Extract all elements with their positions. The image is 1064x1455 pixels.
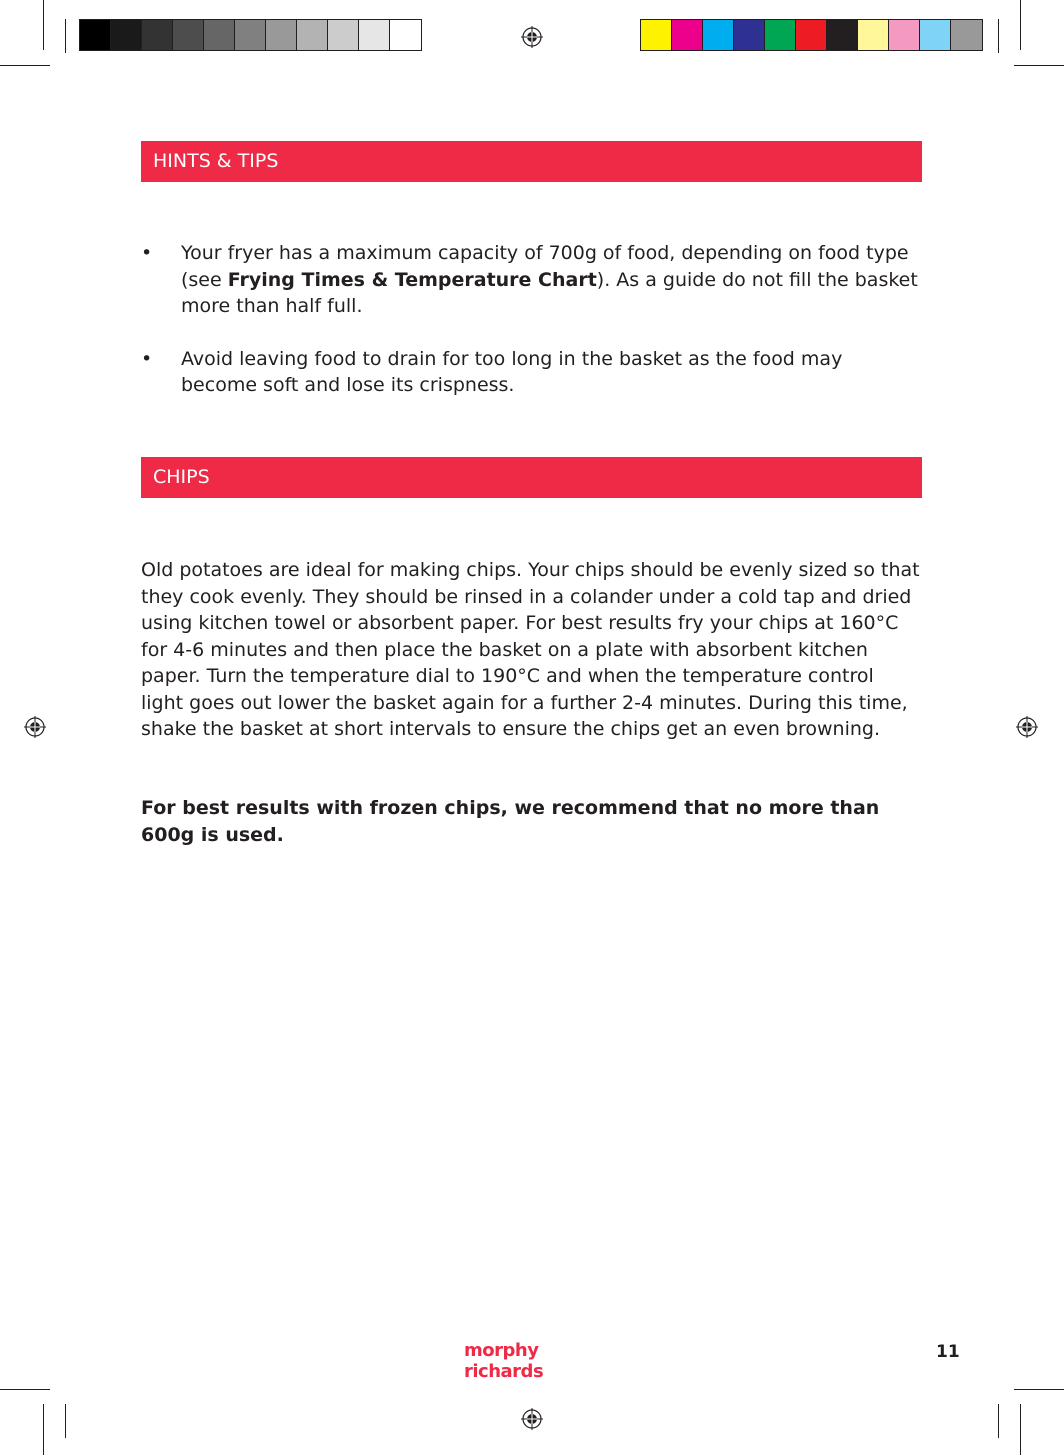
color-swatch: [858, 20, 889, 50]
chips-paragraph: Old potatoes are ideal for making chips. Your chips should be evenly sized so that they cook evenly. They should be rinsed in a colander under a cold tap and dried using kitchen towel or absorbent paper. For best results fry your chips at 160°C for 4-6 minutes and then place the basket on a plate with absorbent kitchen paper. Turn the temperature dial to 190°C and when the temperature control light goes out lower the basket again for a further 2-4 minutes. During this time, shake the basket at short intervals to ensure the chips get an even browning.: [141, 559, 920, 740]
color-swatch: [111, 20, 142, 50]
color-swatch: [359, 20, 390, 50]
color-swatch: [80, 20, 111, 50]
crop-mark: [43, 1404, 44, 1455]
color-swatch: [796, 20, 827, 50]
color-swatch: [703, 20, 734, 50]
bullet-point: •: [141, 347, 153, 370]
color-swatch: [765, 20, 796, 50]
color-swatch: [734, 20, 765, 50]
registration-mark-icon: [24, 716, 46, 738]
crop-mark: [998, 1404, 999, 1438]
chips-heading: CHIPS: [141, 457, 922, 498]
color-swatch: [173, 20, 204, 50]
hint-text-end: ). As a guide do not fill the basket more than half full.: [181, 268, 918, 317]
hint-text-start: Your fryer has a maximum capacity of 700g of food, depending on food type (see: [181, 242, 909, 291]
frozen-chips-note: For best results with frozen chips, we recommend that no more than 600g is used.: [141, 797, 880, 846]
hints-list: [141, 240, 921, 425]
crop-mark: [0, 65, 50, 66]
page-number: 11: [936, 1342, 960, 1362]
crop-mark: [998, 19, 999, 53]
color-swatch: [951, 20, 982, 50]
chart-reference: Frying Times & Temperature Chart: [227, 268, 597, 291]
crop-mark: [0, 1389, 50, 1390]
grayscale-color-bar: [79, 19, 422, 51]
registration-mark-icon: [521, 26, 543, 48]
color-swatch: [672, 20, 703, 50]
color-swatch: [235, 20, 266, 50]
crop-mark: [1014, 65, 1064, 66]
color-swatch: [390, 20, 421, 50]
crop-mark: [1020, 1404, 1021, 1455]
hints-tips-heading: HINTS & TIPS: [141, 141, 922, 182]
crop-mark: [1020, 0, 1021, 50]
crop-mark: [1014, 1389, 1064, 1390]
crop-mark: [65, 1404, 66, 1438]
brand-logo: morphy richards: [464, 1340, 544, 1382]
hint-text: [181, 242, 918, 317]
bullet-point: •: [141, 242, 153, 264]
hint-text: Avoid leaving food to drain for too long in the basket as the food may become soft and lose its crispness.: [181, 347, 843, 396]
color-swatch: [889, 20, 920, 50]
crop-mark: [43, 0, 44, 50]
list-item: [141, 346, 921, 399]
color-swatch: [328, 20, 359, 50]
registration-mark-icon: [1016, 716, 1038, 738]
color-swatch: [297, 20, 328, 50]
color-swatch: [142, 20, 173, 50]
crop-mark: [65, 19, 66, 53]
registration-mark-icon: [521, 1408, 543, 1430]
list-item: [141, 240, 921, 320]
color-swatch: [266, 20, 297, 50]
color-swatch: [827, 20, 858, 50]
color-swatch: [641, 20, 672, 50]
color-swatch: [920, 20, 951, 50]
color-swatch: [204, 20, 235, 50]
cmyk-color-bar: [640, 19, 983, 51]
